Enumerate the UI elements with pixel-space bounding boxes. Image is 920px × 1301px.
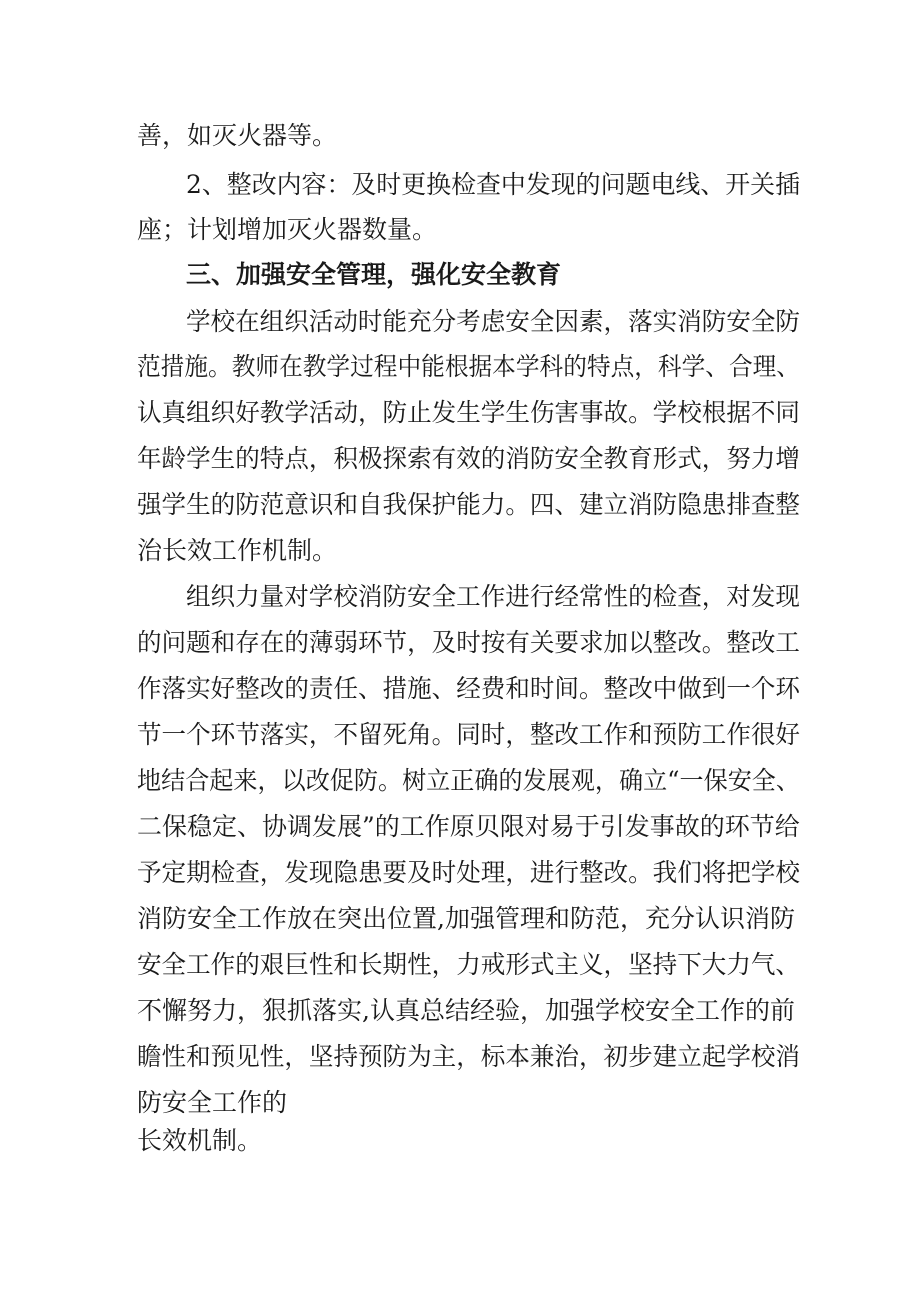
text-line: 的问题和存在的薄弱环节，及时按有关要求加以整改。整改工 <box>137 628 800 657</box>
text-line: 节一个环节落实，不留死角。同时，整改工作和预防工作很好 <box>137 720 800 749</box>
text-line: 长效机制。 <box>137 1126 263 1155</box>
text-line: 学校在组织活动时能充分考虑安全因素，落实消防安全防 <box>186 307 800 336</box>
text-line: 瞻性和预见性，坚持预防为主，标本兼治，初步建立起学校消 <box>137 1042 800 1071</box>
text-line: 作落实好整改的责任、措施、经费和时间。整改中做到一个环 <box>137 674 800 703</box>
text-line: 认真组织好教学活动，防止发生学生伤害事故。学校根据不同 <box>137 398 800 427</box>
text-line: 安全工作的艰巨性和长期性，力戒形式主义，坚持下大力气、 <box>137 950 800 979</box>
text-line: 座；计划增加灭火器数量。 <box>137 215 438 244</box>
text-line: 年龄学生的特点，积极探索有效的消防安全教育形式，努力增 <box>137 444 800 473</box>
text-line: 予定期检查，发现隐患要及时处理，进行整改。我们将把学校 <box>137 858 800 887</box>
text-line: 强学生的防范意识和自我保护能力。四、建立消防隐患排查整 <box>137 490 800 519</box>
text-line: 不懈努力，狠抓落实,认真总结经验，加强学校安全工作的前 <box>137 996 795 1025</box>
text-line: 范措施。教师在教学过程中能根据本学科的特点，科学、合理、 <box>137 352 800 381</box>
text-line: 治长效工作机制。 <box>137 536 338 565</box>
text-line: 防安全工作的 <box>137 1088 288 1117</box>
section-heading: 三、加强安全管理，强化安全教育 <box>186 260 562 289</box>
text-line: 组织力量对学校消防安全工作进行经常性的检查，对发现 <box>186 582 800 611</box>
text-line: 2、整改内容：及时更换检查中发现的问题电线、开关插 <box>186 170 800 199</box>
text-line: 消防安全工作放在突出位置,加强管理和防范，充分认识消防 <box>137 904 795 933</box>
text-line: 地结合起来，以改促防。树立正确的发展观，确立“一保安全、 <box>137 766 800 795</box>
text-line: 善，如灭火器等。 <box>137 121 338 150</box>
text-line: 二保稳定、协调发展”的工作原贝限对易于引发事故的环节给 <box>137 812 800 841</box>
